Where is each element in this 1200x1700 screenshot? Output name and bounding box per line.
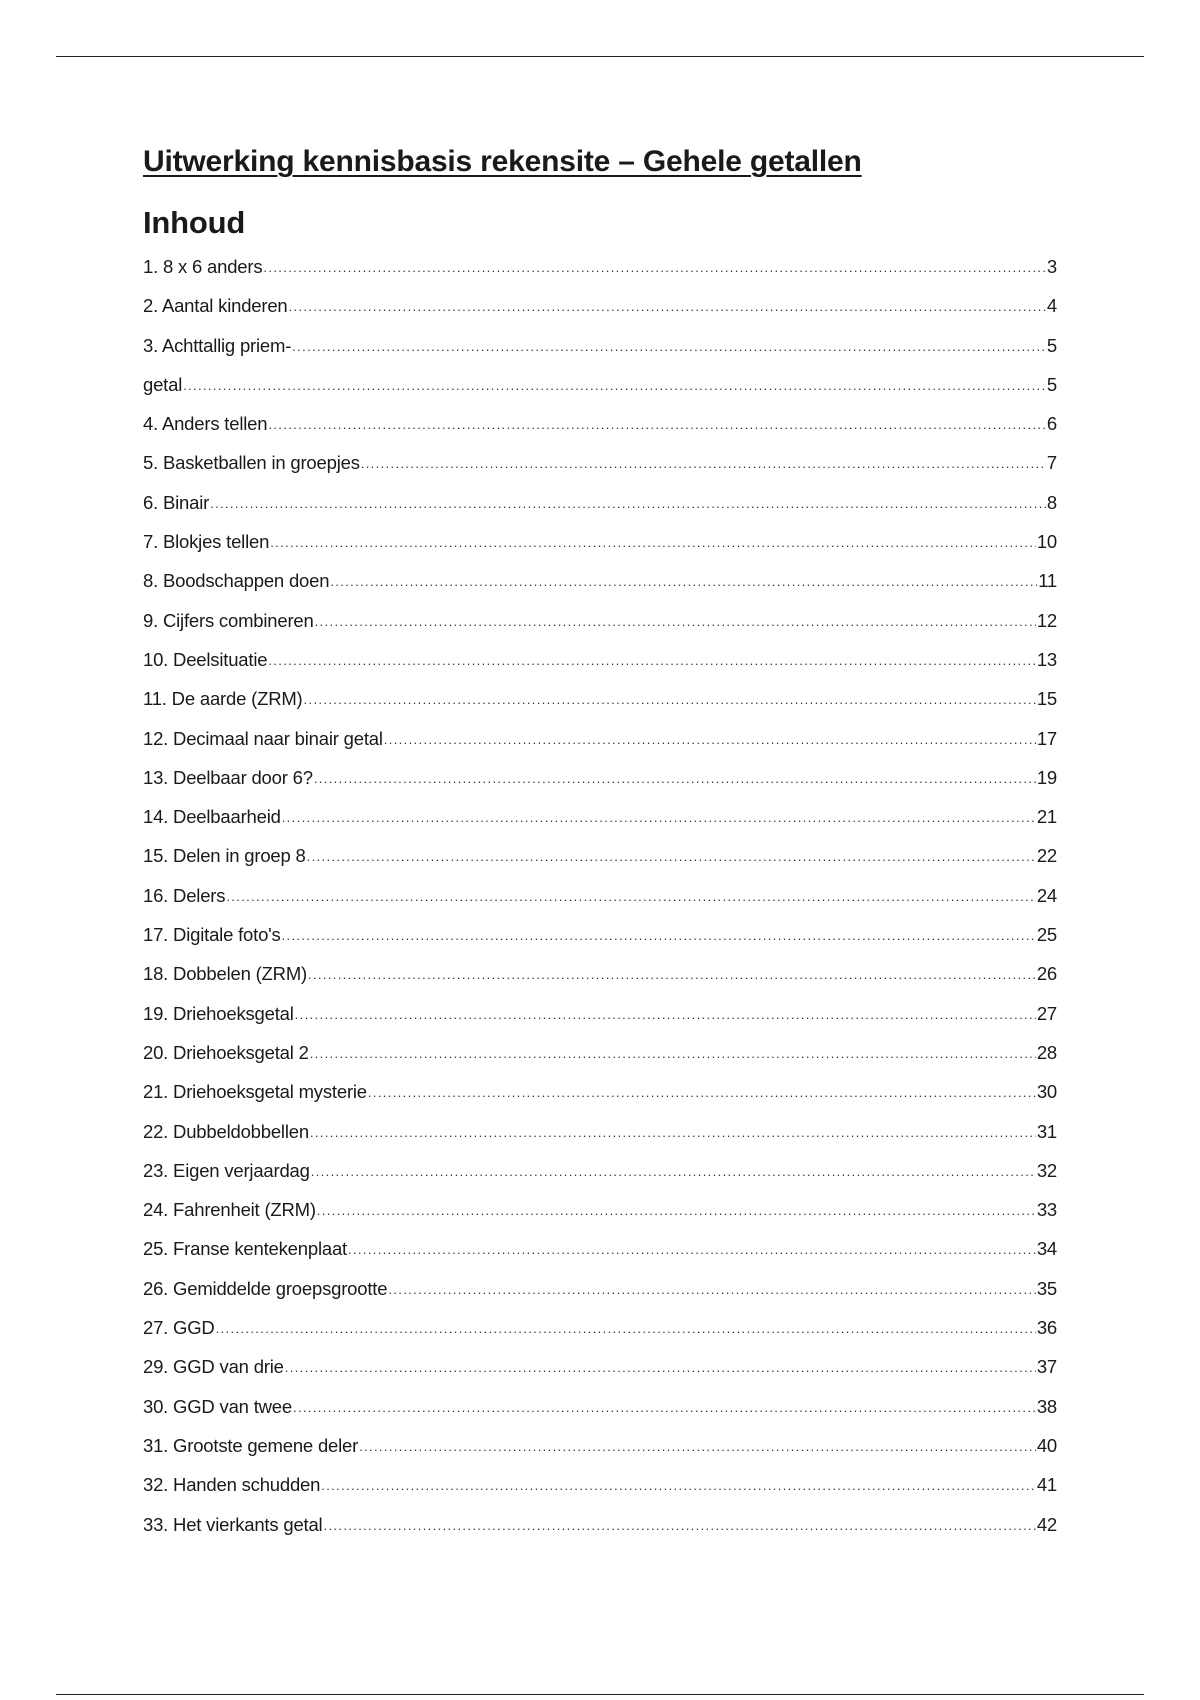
toc-entry-page-number: 37 bbox=[1036, 1356, 1057, 1378]
toc-heading: Inhoud bbox=[143, 205, 246, 240]
toc-entry-page-number: 32 bbox=[1036, 1159, 1057, 1181]
toc-dot-leader bbox=[359, 1439, 1036, 1454]
toc-entry-label: 23. Eigen verjaardag bbox=[143, 1159, 310, 1181]
toc-entry-page-number: 28 bbox=[1036, 1041, 1057, 1063]
toc-dot-leader bbox=[321, 1478, 1036, 1493]
toc-entry[interactable] bbox=[143, 531, 1057, 570]
toc-dot-leader bbox=[285, 1360, 1036, 1375]
toc-entry-label: 16. Delers bbox=[143, 884, 226, 906]
toc-dot-leader bbox=[304, 692, 1036, 707]
toc-entry[interactable] bbox=[143, 1514, 1057, 1553]
toc-dot-leader bbox=[293, 1400, 1036, 1415]
toc-entry-page-number: 7 bbox=[1046, 452, 1057, 474]
toc-dot-leader bbox=[292, 339, 1046, 354]
toc-dot-leader bbox=[388, 1282, 1035, 1297]
toc-entry-page-number: 33 bbox=[1036, 1199, 1057, 1221]
toc-entry[interactable] bbox=[143, 1042, 1057, 1081]
toc-dot-leader bbox=[384, 732, 1036, 747]
toc-entry[interactable] bbox=[143, 1396, 1057, 1435]
toc-entry[interactable] bbox=[143, 452, 1057, 491]
table-of-contents bbox=[143, 256, 1057, 1553]
toc-entry[interactable] bbox=[143, 295, 1057, 334]
toc-entry[interactable] bbox=[143, 1278, 1057, 1317]
toc-entry[interactable] bbox=[143, 1121, 1057, 1160]
toc-entry[interactable] bbox=[143, 688, 1057, 727]
toc-dot-leader bbox=[263, 260, 1046, 275]
toc-dot-leader bbox=[282, 928, 1036, 943]
header-rule bbox=[56, 56, 1144, 57]
toc-entry[interactable] bbox=[143, 610, 1057, 649]
toc-entry[interactable] bbox=[143, 924, 1057, 963]
toc-entry[interactable] bbox=[143, 374, 1057, 413]
toc-dot-leader bbox=[368, 1085, 1036, 1100]
toc-entry-page-number: 10 bbox=[1036, 531, 1057, 553]
document-title: Uitwerking kennisbasis rekensite – Gehele getallen bbox=[143, 145, 862, 178]
toc-entry-page-number: 35 bbox=[1036, 1277, 1057, 1299]
footer-rule bbox=[56, 1694, 1144, 1695]
toc-dot-leader bbox=[210, 496, 1046, 511]
toc-entry-page-number: 27 bbox=[1036, 1002, 1057, 1024]
toc-dot-leader bbox=[315, 614, 1036, 629]
toc-entry-page-number: 22 bbox=[1036, 845, 1057, 867]
toc-entry-label: 14. Deelbaarheid bbox=[143, 806, 281, 828]
toc-entry-label: 13. Deelbaar door 6? bbox=[143, 766, 313, 788]
toc-entry[interactable] bbox=[143, 649, 1057, 688]
toc-entry-page-number: 21 bbox=[1036, 806, 1057, 828]
toc-entry-label: 6. Binair bbox=[143, 491, 210, 513]
toc-dot-leader bbox=[268, 417, 1046, 432]
toc-entry-label: 12. Decimaal naar binair getal bbox=[143, 727, 383, 749]
toc-entry[interactable] bbox=[143, 413, 1057, 452]
toc-entry[interactable] bbox=[143, 1238, 1057, 1277]
toc-entry[interactable] bbox=[143, 1081, 1057, 1120]
toc-entry-label: 17. Digitale foto's bbox=[143, 924, 281, 946]
toc-dot-leader bbox=[314, 771, 1036, 786]
toc-entry-page-number: 36 bbox=[1036, 1317, 1057, 1339]
toc-entry-page-number: 38 bbox=[1036, 1395, 1057, 1417]
toc-entry[interactable] bbox=[143, 1435, 1057, 1474]
document-body bbox=[143, 140, 1057, 1553]
toc-dot-leader bbox=[308, 967, 1036, 982]
toc-entry-page-number: 24 bbox=[1036, 884, 1057, 906]
toc-entry-label: 21. Driehoeksgetal mysterie bbox=[143, 1081, 367, 1103]
toc-entry-page-number: 6 bbox=[1046, 413, 1057, 435]
toc-entry-page-number: 26 bbox=[1036, 963, 1057, 985]
toc-entry[interactable] bbox=[143, 570, 1057, 609]
toc-dot-leader bbox=[295, 1007, 1036, 1022]
toc-dot-leader bbox=[226, 889, 1035, 904]
toc-entry-label: 7. Blokjes tellen bbox=[143, 531, 270, 553]
toc-entry[interactable] bbox=[143, 492, 1057, 531]
toc-entry-page-number: 8 bbox=[1046, 491, 1057, 513]
toc-dot-leader bbox=[317, 1203, 1036, 1218]
toc-entry-label: 3. Achttallig priem- bbox=[143, 334, 292, 356]
toc-dot-leader bbox=[183, 378, 1046, 393]
toc-dot-leader bbox=[323, 1518, 1035, 1533]
toc-entry[interactable] bbox=[143, 1003, 1057, 1042]
toc-entry-label: 33. Het vierkants getal bbox=[143, 1513, 323, 1535]
toc-entry-label: 20. Driehoeksgetal 2 bbox=[143, 1041, 309, 1063]
toc-dot-leader bbox=[311, 1164, 1036, 1179]
toc-entry-page-number: 34 bbox=[1036, 1238, 1057, 1260]
toc-entry-label: 11. De aarde (ZRM) bbox=[143, 688, 303, 710]
toc-entry-label: 8. Boodschappen doen bbox=[143, 570, 330, 592]
toc-entry-label: 15. Delen in groep 8 bbox=[143, 845, 306, 867]
toc-entry-page-number: 19 bbox=[1036, 766, 1057, 788]
toc-entry-label: 29. GGD van drie bbox=[143, 1356, 284, 1378]
toc-entry-label: 30. GGD van twee bbox=[143, 1395, 292, 1417]
toc-entry-page-number: 41 bbox=[1036, 1474, 1057, 1496]
toc-entry[interactable] bbox=[143, 1199, 1057, 1238]
toc-entry-page-number: 12 bbox=[1036, 609, 1057, 631]
toc-entry-label: 1. 8 x 6 anders bbox=[143, 256, 263, 277]
toc-dot-leader bbox=[310, 1046, 1036, 1061]
toc-entry-page-number: 11 bbox=[1038, 570, 1057, 592]
toc-entry-label: 31. Grootste gemene deler bbox=[143, 1434, 359, 1456]
toc-entry[interactable] bbox=[143, 963, 1057, 1002]
toc-entry-page-number: 5 bbox=[1046, 334, 1057, 356]
toc-entry-label: 22. Dubbeldobbellen bbox=[143, 1120, 309, 1142]
toc-entry-label: 24. Fahrenheit (ZRM) bbox=[143, 1199, 316, 1221]
toc-entry[interactable] bbox=[143, 806, 1057, 845]
toc-entry[interactable] bbox=[143, 728, 1057, 767]
toc-dot-leader bbox=[289, 299, 1046, 314]
toc-entry-label: 5. Basketballen in groepjes bbox=[143, 452, 360, 474]
toc-dot-leader bbox=[307, 849, 1036, 864]
toc-entry-label: 26. Gemiddelde groepsgrootte bbox=[143, 1277, 388, 1299]
toc-entry-page-number: 40 bbox=[1036, 1434, 1057, 1456]
toc-entry-label: 4. Anders tellen bbox=[143, 413, 268, 435]
toc-entry-label: 32. Handen schudden bbox=[143, 1474, 321, 1496]
toc-entry-label: 25. Franse kentekenplaat bbox=[143, 1238, 347, 1260]
toc-entry-page-number: 17 bbox=[1036, 727, 1057, 749]
toc-dot-leader bbox=[282, 810, 1036, 825]
toc-entry[interactable] bbox=[143, 767, 1057, 806]
toc-entry-label: 10. Deelsituatie bbox=[143, 648, 268, 670]
toc-entry-label: 18. Dobbelen (ZRM) bbox=[143, 963, 307, 985]
toc-entry-page-number: 30 bbox=[1036, 1081, 1057, 1103]
toc-entry[interactable] bbox=[143, 885, 1057, 924]
toc-dot-leader bbox=[361, 456, 1046, 471]
toc-entry-page-number: 42 bbox=[1036, 1513, 1057, 1535]
toc-entry-label: 19. Driehoeksgetal bbox=[143, 1002, 294, 1024]
toc-dot-leader bbox=[348, 1242, 1036, 1257]
toc-entry-page-number: 15 bbox=[1036, 688, 1057, 710]
toc-entry-label: getal bbox=[143, 373, 183, 395]
toc-entry[interactable] bbox=[143, 1474, 1057, 1513]
toc-entry[interactable] bbox=[143, 256, 1057, 295]
toc-entry-label: 27. GGD bbox=[143, 1317, 215, 1339]
toc-entry-page-number: 4 bbox=[1046, 295, 1057, 317]
toc-entry[interactable] bbox=[143, 335, 1057, 374]
toc-entry-page-number: 31 bbox=[1036, 1120, 1057, 1142]
toc-entry[interactable] bbox=[143, 1317, 1057, 1356]
toc-entry-page-number: 25 bbox=[1036, 924, 1057, 946]
toc-entry-page-number: 5 bbox=[1046, 373, 1057, 395]
toc-dot-leader bbox=[330, 574, 1037, 589]
toc-dot-leader bbox=[270, 535, 1036, 550]
toc-entry-page-number: 3 bbox=[1046, 256, 1057, 277]
toc-entry-label: 2. Aantal kinderen bbox=[143, 295, 288, 317]
toc-entry[interactable] bbox=[143, 1356, 1057, 1395]
toc-entry[interactable] bbox=[143, 1160, 1057, 1199]
toc-entry-label: 9. Cijfers combineren bbox=[143, 609, 314, 631]
toc-entry-page-number: 13 bbox=[1036, 648, 1057, 670]
toc-dot-leader bbox=[310, 1125, 1036, 1140]
toc-dot-leader bbox=[268, 653, 1035, 668]
toc-dot-leader bbox=[216, 1321, 1036, 1336]
toc-entry[interactable] bbox=[143, 845, 1057, 884]
